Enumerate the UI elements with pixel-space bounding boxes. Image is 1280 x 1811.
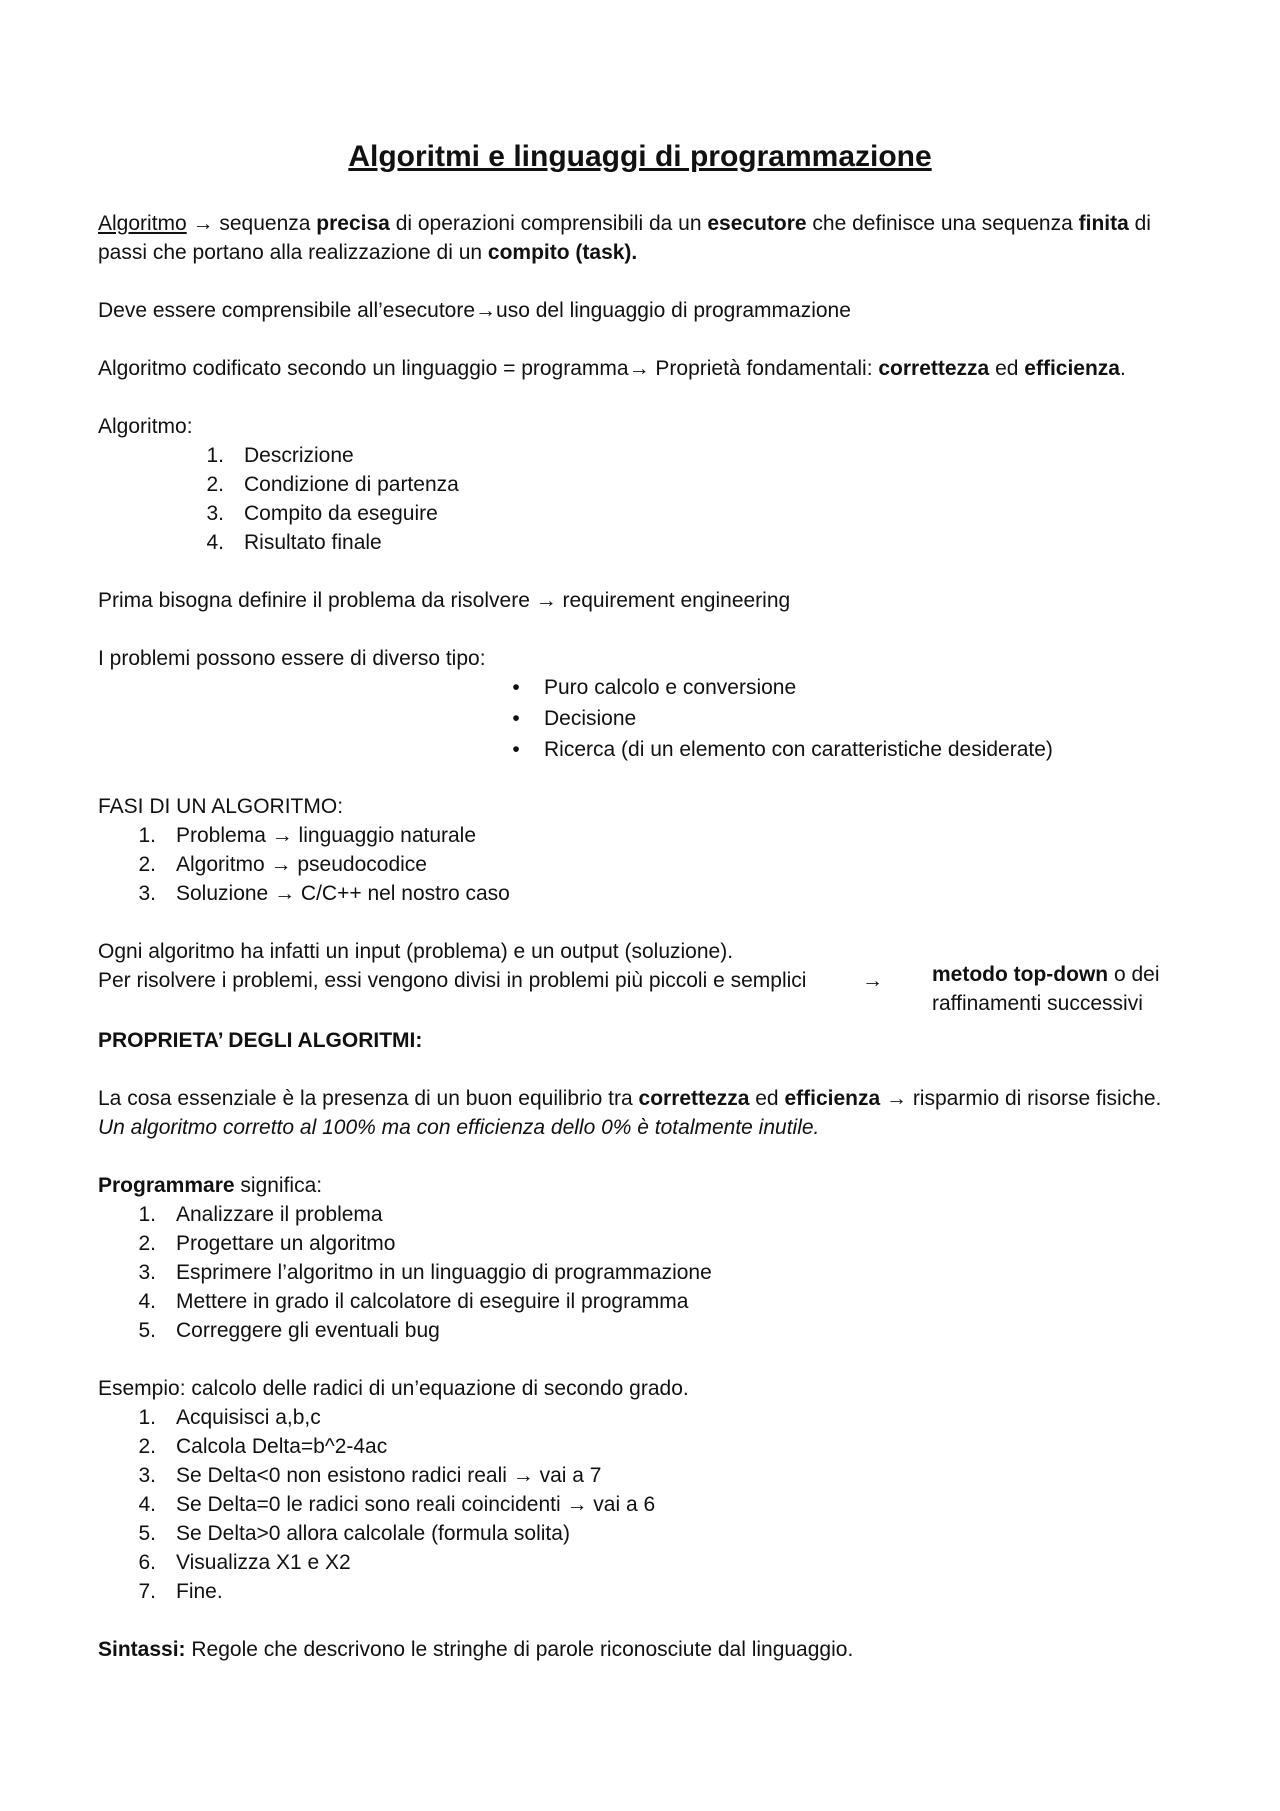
arrow-icon: → — [192, 212, 214, 235]
list-item: 5. Se Delta>0 allora calcolale (formula solita) — [138, 1522, 570, 1545]
programma-line: Algoritmo codificato secondo un linguaggio = programma→ Proprietà fondamentali: correttezza ed efficienza. — [98, 357, 1126, 380]
arrow-icon: → — [270, 853, 292, 876]
arrow-icon: → — [271, 824, 293, 847]
arrow-icon: → — [885, 1087, 907, 1110]
bullet-icon: • — [512, 707, 520, 730]
list-item: 4. Mettere in grado il calcolatore di eseguire il programma — [138, 1290, 689, 1313]
list-item: 3. Se Delta<0 non esistono radici reali → vai a 7 — [138, 1464, 602, 1487]
io-line: Ogni algoritmo ha infatti un input (problema) e un output (soluzione). — [98, 940, 734, 963]
italic-note: Un algoritmo corretto al 100% ma con efficienza dello 0% è totalmente inutile. — [98, 1116, 820, 1139]
list-item: 4. Risultato finale — [206, 531, 382, 554]
list-item: • Ricerca (di un elemento con caratteristiche desiderate) — [506, 735, 1053, 764]
programmare-label: Programmare significa: — [98, 1174, 323, 1197]
list-item: 6. Visualizza X1 e X2 — [138, 1551, 351, 1574]
divide-line: Per risolvere i problemi, essi vengono divisi in problemi più piccoli e semplici — [98, 969, 807, 992]
esecutore-line: Deve essere comprensibile all’esecutore→uso del linguaggio di programmazione — [98, 299, 851, 322]
list-item: 5. Correggere gli eventuali bug — [138, 1319, 440, 1342]
list-item: 7. Fine. — [138, 1580, 223, 1603]
algoritmo-label: Algoritmo: — [98, 415, 193, 438]
list-item: • Decisione — [506, 704, 636, 733]
bullet-icon: • — [512, 676, 520, 699]
list-item: 1. Acquisisci a,b,c — [138, 1406, 321, 1429]
esempio-label: Esempio: calcolo delle radici di un’equazione di secondo grado. — [98, 1377, 689, 1400]
page-title: Algoritmi e linguaggi di programmazione — [348, 140, 932, 173]
sintassi-line: Sintassi: Regole che descrivono le stringhe di parole riconosciute dal linguaggio. — [98, 1638, 854, 1661]
fasi-label: FASI DI UN ALGORITMO: — [98, 795, 344, 818]
problemi-label: I problemi possono essere di diverso tipo: — [98, 647, 486, 670]
list-item: • Puro calcolo e conversione — [506, 673, 796, 702]
list-item: 4. Se Delta=0 le radici sono reali coincidenti → vai a 6 — [138, 1493, 656, 1516]
bullet-icon: • — [512, 738, 520, 761]
topdown-line-1: metodo top-down o dei — [932, 963, 1160, 986]
arrow-icon: → — [535, 589, 557, 612]
list-item: 2. Progettare un algoritmo — [138, 1232, 396, 1255]
list-item: 3. Esprimere l’algoritmo in un linguaggio di programmazione — [138, 1261, 712, 1284]
list-item: 1. Problema → linguaggio naturale — [138, 824, 477, 847]
list-item: 2. Calcola Delta=b^2-4ac — [138, 1435, 388, 1458]
list-item: 2. Algoritmo → pseudocodice — [138, 853, 427, 876]
list-item: 1. Descrizione — [206, 444, 354, 467]
arrow-icon: → — [512, 1464, 534, 1487]
list-item: 3. Compito da eseguire — [206, 502, 438, 525]
list-item: 2. Condizione di partenza — [206, 473, 459, 496]
list-item: 1. Analizzare il problema — [138, 1203, 383, 1226]
arrow-icon: → — [628, 357, 650, 380]
requirement-line: Prima bisogna definire il problema da risolvere → requirement engineering — [98, 589, 791, 612]
arrow-icon: → — [566, 1493, 588, 1516]
arrow-icon: → — [862, 969, 883, 992]
equilibrio-line: La cosa essenziale è la presenza di un buon equilibrio tra correttezza ed efficienza → risparmio di risorse fisiche. — [98, 1087, 1162, 1110]
definition-line-2: passi che portano alla realizzazione di un compito (task). — [98, 241, 638, 264]
list-item: 3. Soluzione → C/C++ nel nostro caso — [138, 882, 510, 905]
definition-line-1: Algoritmo → sequenza precisa di operazioni comprensibili da un esecutore che definisce una sequenza finita di — [98, 212, 1151, 235]
term-algoritmo: Algoritmo — [98, 212, 187, 235]
arrow-icon: → — [475, 299, 497, 322]
topdown-line-2: raffinamenti successivi — [932, 992, 1143, 1015]
proprieta-heading: PROPRIETA’ DEGLI ALGORITMI: — [98, 1029, 423, 1052]
arrow-icon: → — [274, 882, 296, 905]
